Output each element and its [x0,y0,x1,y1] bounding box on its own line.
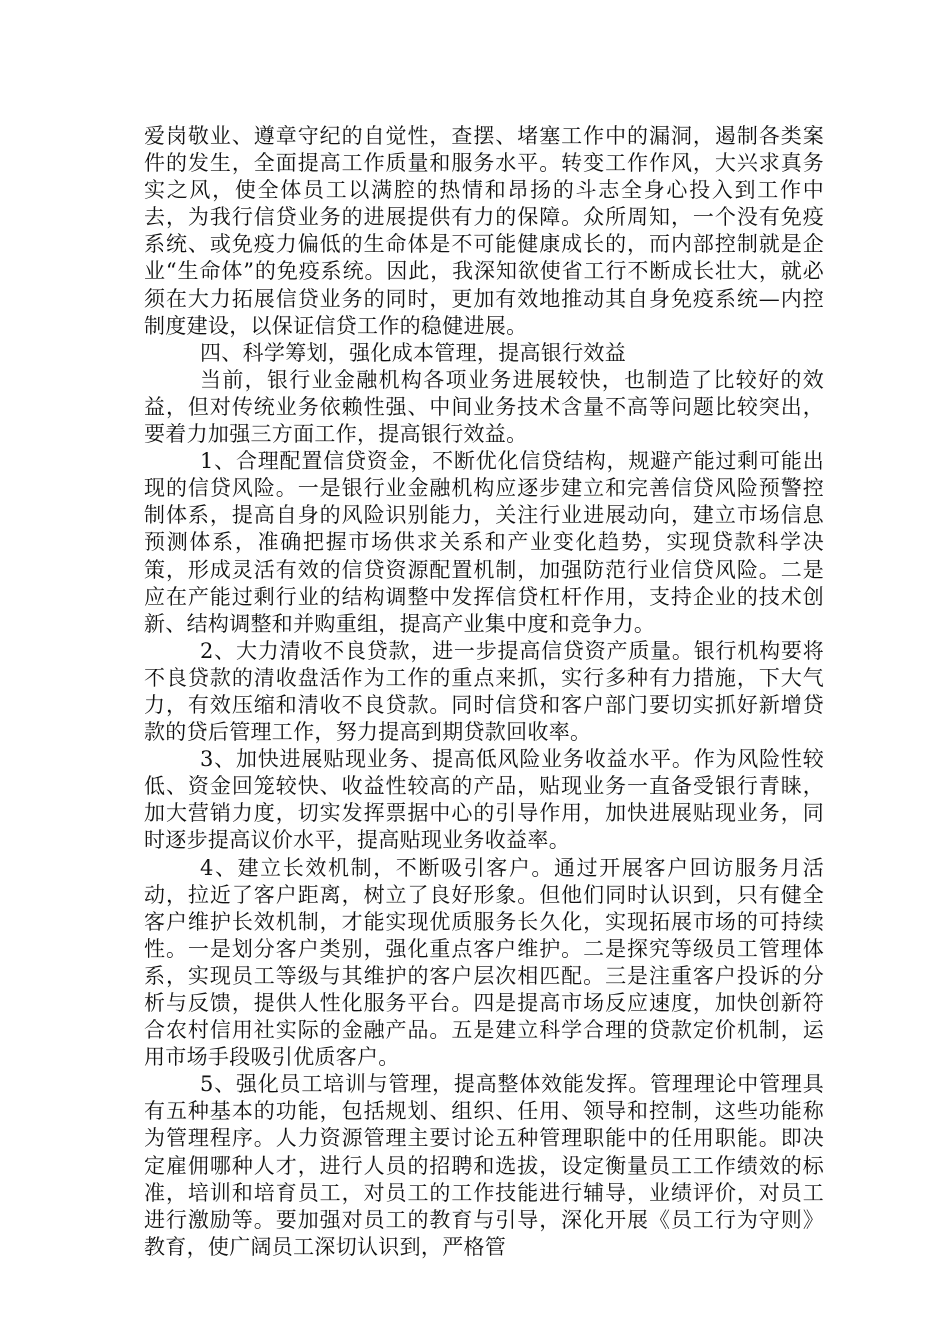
paragraph-item-5: 5、强化员工培训与管理，提高整体效能发挥。管理理论中管理具有五种基本的功能，包括规划、组织、任用、领导和控制，这些功能称为管理程序。人力资源管理主要讨论五种管理职能中的任用职能。即决定雇佣哪种人才，进行人员的招聘和选拔，设定衡量员工工作绩效的标准，培训和培育员工，对员工的工作技能进行辅导，业绩评价，对员工进行激励等。要加强对员工的教育与引导，深化开展《员工行为守则》教育，使广阔员工深切认识到，严格管 [144,1072,824,1259]
paragraph-continuation: 爱岗敬业、遵章守纪的自觉性，查摆、堵塞工作中的漏洞，遏制各类案件的发生，全面提高工作质量和服务水平。转变工作作风，大兴求真务实之风，使全体员工以满腔的热情和昂扬的斗志全身心投入到工作中去，为我行信贷业务的进展提供有力的保障。众所周知，一个没有免疫系统、或免疫力偏低的生命体是不可能健康成长的，而内部控制就是企业“生命体”的免疫系统。因此，我深知欲使省工行不断成长壮大，就必须在大力拓展信贷业务的同时，更加有效地推动其自身免疫系统—内控制度建设，以保证信贷工作的稳健进展。 [144,124,824,338]
paragraph-item-2: 2、大力清收不良贷款，进一步提高信贷资产质量。银行机构要将不良贷款的清收盘活作为工作的重点来抓，实行多种有力措施，下大气力，有效压缩和清收不良贷款。同时信贷和客户部门要切实抓好新增贷款的贷后管理工作，努力提高到期贷款回收率。 [144,638,824,745]
paragraph-item-4: 4、建立长效机制，不断吸引客户。通过开展客户回访服务月活动，拉近了客户距离，树立了良好形象。但他们同时认识到，只有健全客户维护长效机制，才能实现优质服务长久化，实现拓展市场的可持续性。一是划分客户类别，强化重点客户维护。二是探究等级员工管理体系，实现员工等级与其维护的客户层次相匹配。三是注重客户投诉的分析与反馈，提供人性化服务平台。四是提高市场反应速度，加快创新符合农村信用社实际的金融产品。五是建立科学合理的贷款定价机制，运用市场手段吸引优质客户。 [144,855,824,1070]
paragraph-intro: 当前，银行业金融机构各项业务进展较快，也制造了比较好的效益，但对传统业务依赖性强、中间业务技术含量不高等问题比较突出，要着力加强三方面工作，提高银行效益。 [144,367,824,447]
document-page [144,123,824,1261]
section-heading-four: 四、科学筹划，强化成本管理，提高银行效益 [200,340,626,365]
paragraph-item-3: 3、加快进展贴现业务、提高低风险业务收益水平。作为风险性较低、资金回笼较快、收益性较高的产品，贴现业务一直备受银行青睐，加大营销力度，切实发挥票据中心的引导作用，加快进展贴现业务，同时逐步提高议价水平，提高贴现业务收益率。 [144,747,824,853]
paragraph-item-1: 1、合理配置信贷资金，不断优化信贷结构，规避产能过剩可能出现的信贷风险。一是银行业金融机构应逐步建立和完善信贷风险预警控制体系，提高自身的风险识别能力，关注行业进展动向，建立市场信息预测体系，准确把握市场供求关系和产业变化趋势，实现贷款科学决策，形成灵活有效的信贷资源配置机制，加强防范行业信贷风险。二是应在产能过剩行业的结构调整中发挥信贷杠杆作用，支持企业的技术创新、结构调整和并购重组，提高产业集中度和竞争力。 [144,449,824,636]
